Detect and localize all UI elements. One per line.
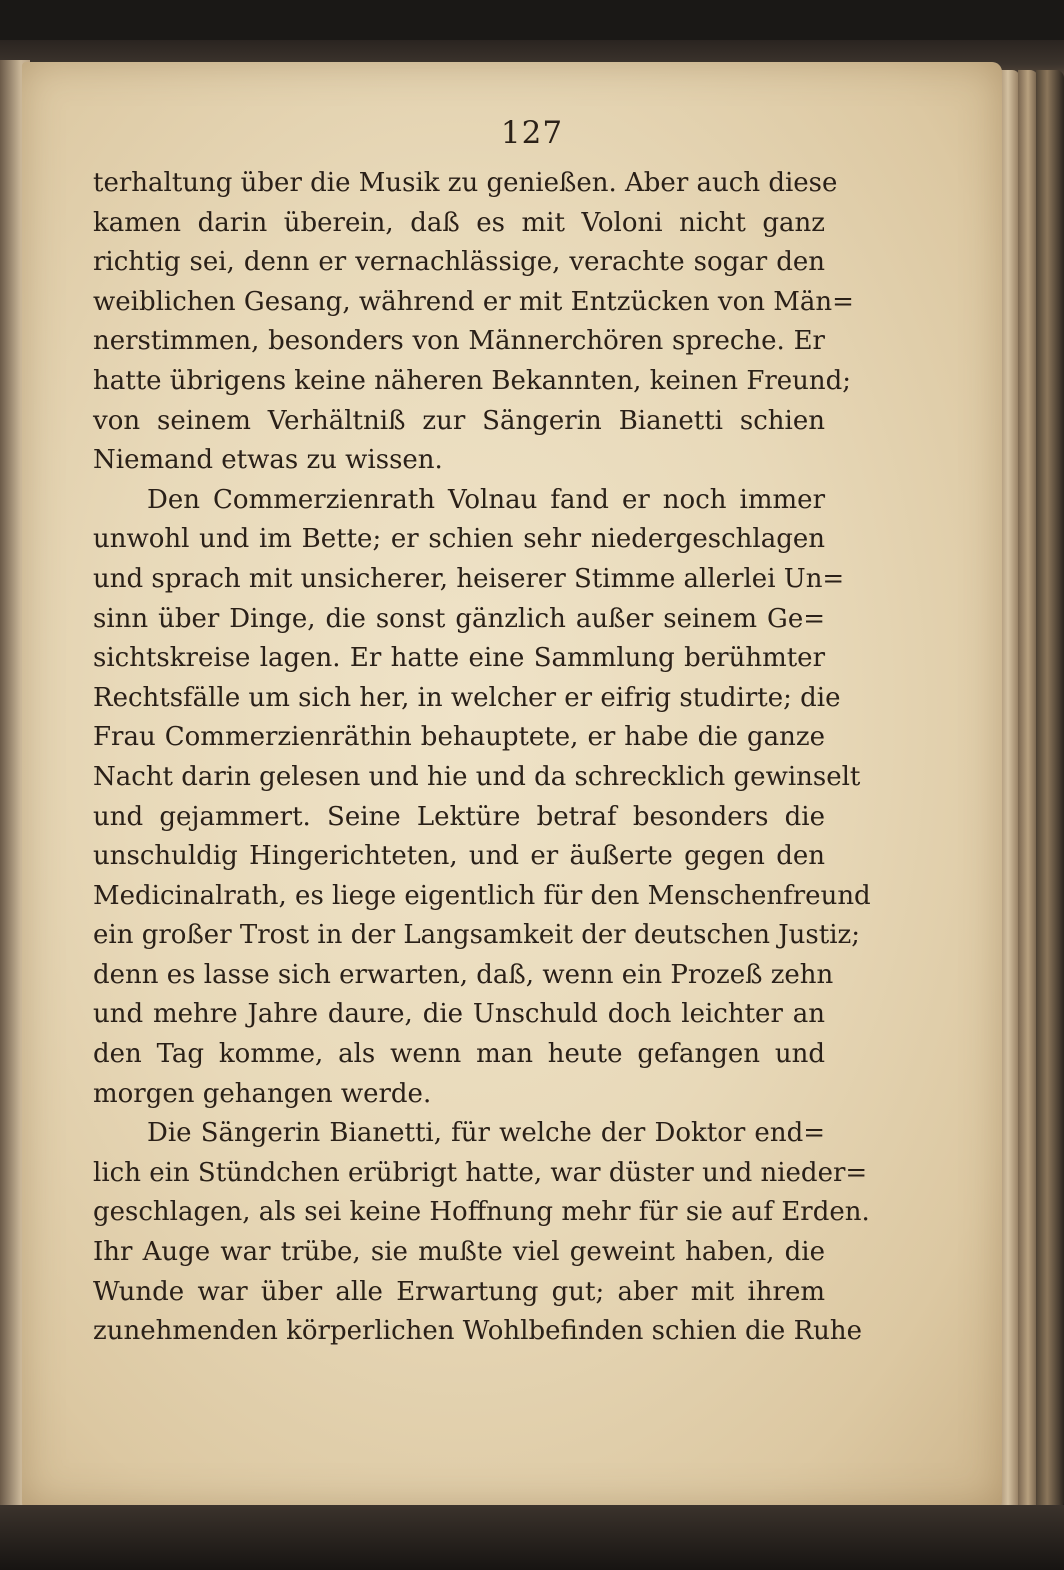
text-line: Die Sängerin Bianetti, für welche der Doktor end= — [147, 1118, 825, 1149]
text-line: von seinem Verhältniß zur Sängerin Bianetti schien — [93, 405, 825, 436]
page-body-text — [93, 164, 871, 1352]
text-line: zunehmenden körperlichen Wohlbefinden schien die Ruhe — [93, 1316, 863, 1347]
text-line: unwohl und im Bette; er schien sehr niedergeschlagen — [93, 524, 825, 555]
text-line: terhaltung über die Musik zu genießen. Aber auch diese — [93, 168, 838, 198]
text-line: und gejammert. Seine Lektüre betraf besonders die — [93, 801, 825, 832]
text-line: Medicinalrath, es liege eigentlich für den Menschenfreund — [93, 880, 871, 911]
page-stack-edge — [1018, 70, 1038, 1510]
text-line: sichtskreise lagen. Er hatte eine Sammlung berühmter — [93, 643, 825, 674]
text-line: unschuldig Hingerichteten, und er äußerte gegen den — [93, 841, 825, 872]
text-line: und mehre Jahre daure, die Unschuld doch leichter an — [93, 999, 825, 1030]
text-line: Wunde war über alle Erwartung gut; aber mit ihrem — [93, 1276, 825, 1307]
text-line: denn es lasse sich erwarten, daß, wenn ein Prozeß zehn — [93, 959, 834, 990]
book-spine-edge — [1036, 70, 1064, 1510]
text-line: Rechtsfälle um sich her, in welcher er eifrig studirte; die — [93, 682, 841, 713]
text-line: ein großer Trost in der Langsamkeit der deutschen Justiz; — [93, 920, 860, 951]
text-line: sinn über Dinge, die sonst gänzlich außer seinem Ge= — [93, 603, 825, 634]
text-line: geschlagen, als sei keine Hoffnung mehr für sie auf Erden. — [93, 1197, 870, 1228]
text-line: morgen gehangen werde. — [93, 1078, 432, 1109]
text-line: lich ein Stündchen erübrigt hatte, war düster und nieder= — [93, 1157, 868, 1188]
text-line: richtig sei, denn er vernachlässige, verachte sogar den — [93, 247, 825, 278]
text-line: kamen darin überein, daß es mit Voloni nicht ganz — [93, 207, 825, 238]
page-number: 127 — [500, 115, 564, 151]
text-line: den Tag komme, als wenn man heute gefangen und — [93, 1039, 825, 1070]
text-line: Niemand etwas zu wissen. — [93, 445, 443, 476]
text-line: nerstimmen, besonders von Männerchören spreche. Er — [93, 326, 825, 357]
text-line: Nacht darin gelesen und hie und da schrecklich gewinselt — [93, 761, 861, 792]
text-line: Den Commerzienrath Volnau fand er noch immer — [147, 484, 825, 515]
text-line: hatte übrigens keine näheren Bekannten, keinen Freund; — [93, 365, 852, 396]
text-line: weiblichen Gesang, während er mit Entzücken von Män= — [93, 286, 854, 317]
book-cover-bottom — [0, 1505, 1064, 1570]
text-line: Ihr Auge war trübe, sie mußte viel geweint haben, die — [93, 1237, 825, 1268]
text-line: Frau Commerzienräthin behauptete, er habe die ganze — [93, 722, 825, 753]
text-line: und sprach mit unsicherer, heiserer Stimme allerlei Un= — [93, 563, 845, 594]
